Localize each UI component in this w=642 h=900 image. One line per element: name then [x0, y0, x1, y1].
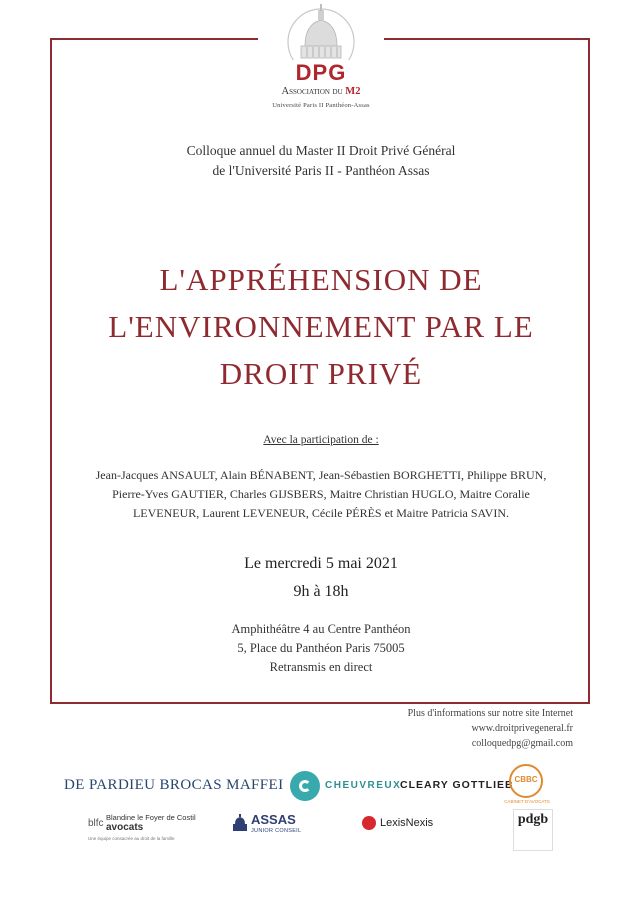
sponsor-cbbc-logo [509, 764, 543, 798]
intro-line-1: Colloque annuel du Master II Droit Privé Général [186, 143, 456, 158]
speakers-line-2: Pierre-Yves GAUTIER, Charles GIJSBERS, Maitre Christian HUGLO, Maitre Coralie [112, 487, 530, 501]
blfc-subtitle: Une équipe consacrée au droit de la famille [88, 836, 175, 841]
title-line-1: L'APPRÉHENSION DE [159, 262, 483, 297]
sponsor-lexisnexis-logo: LexisNexis [380, 817, 434, 829]
event-title [0, 256, 642, 397]
intro-line-2: de l'Université Paris II - Panthéon Assas [212, 163, 430, 178]
event-time: 9h à 18h [293, 583, 349, 600]
sponsor-cleary-gottlieb-logo: CLEARY GOTTLIEB [400, 779, 514, 791]
event-broadcast: Retransmis en direct [269, 660, 373, 674]
speakers-line-3: LEVENEUR, Laurent LEVENEUR, Cécile PÉRÈS et Maitre Patricia SAVIN. [132, 506, 510, 520]
speakers-line-1: Jean-Jacques ANSAULT, Alain BÉNABENT, Jean-Sébastien BORGHETTI, Philippe BRUN, [95, 468, 547, 482]
pantheon-dome-icon [287, 2, 355, 60]
assas-subtitle: JUNIOR CONSEIL [251, 828, 302, 834]
logo-association [258, 86, 384, 97]
speakers-list [0, 466, 642, 523]
logo-initials: DPG [295, 60, 347, 85]
cbbc-subtitle: CABINET D'AVOCATS [504, 799, 550, 804]
info-website-link[interactable]: www.droitprivegeneral.fr [471, 723, 573, 734]
cbbc-text: CBBC [514, 775, 538, 784]
blfc-avocats: avocats [106, 822, 144, 833]
sponsor-assas-logo: ASSAS [251, 812, 296, 827]
logo-university: Université Paris II Panthéon-Assas [272, 102, 370, 109]
title-line-3: DROIT PRIVÉ [219, 356, 423, 391]
logo-association-suffix: M2 [345, 86, 361, 97]
info-email-link[interactable]: colloquedpg@gmail.com [471, 738, 573, 749]
title-line-2: L'ENVIRONNEMENT PAR LE [108, 309, 534, 344]
lexisnexis-icon [362, 816, 376, 830]
event-date: Le mercredi 5 mai 2021 [244, 555, 398, 572]
participation-label: Avec la participation de : [263, 434, 379, 446]
sponsor-cheuvreux-logo: CHEUVREUX [325, 780, 402, 791]
sponsor-de-pardieu-logo: DE PARDIEU BROCAS MAFFEI [64, 777, 284, 793]
contact-info [408, 706, 573, 751]
blfc-mark: blfc [88, 818, 104, 829]
blfc-name: Blandine le Foyer de Costil [106, 813, 196, 822]
event-venue: Amphithéâtre 4 au Centre Panthéon [231, 622, 411, 636]
sponsor-pdgb-logo: pdgb [513, 809, 553, 851]
intro-text [0, 141, 642, 181]
logo-association-text: Association du [281, 86, 343, 97]
event-location [0, 620, 642, 677]
event-address: 5, Place du Panthéon Paris 75005 [237, 641, 405, 655]
cheuvreux-icon [290, 771, 320, 801]
assas-pantheon-icon [232, 814, 248, 832]
info-line: Plus d'informations sur notre site Internet [407, 708, 573, 719]
dpg-logo [258, 0, 384, 128]
